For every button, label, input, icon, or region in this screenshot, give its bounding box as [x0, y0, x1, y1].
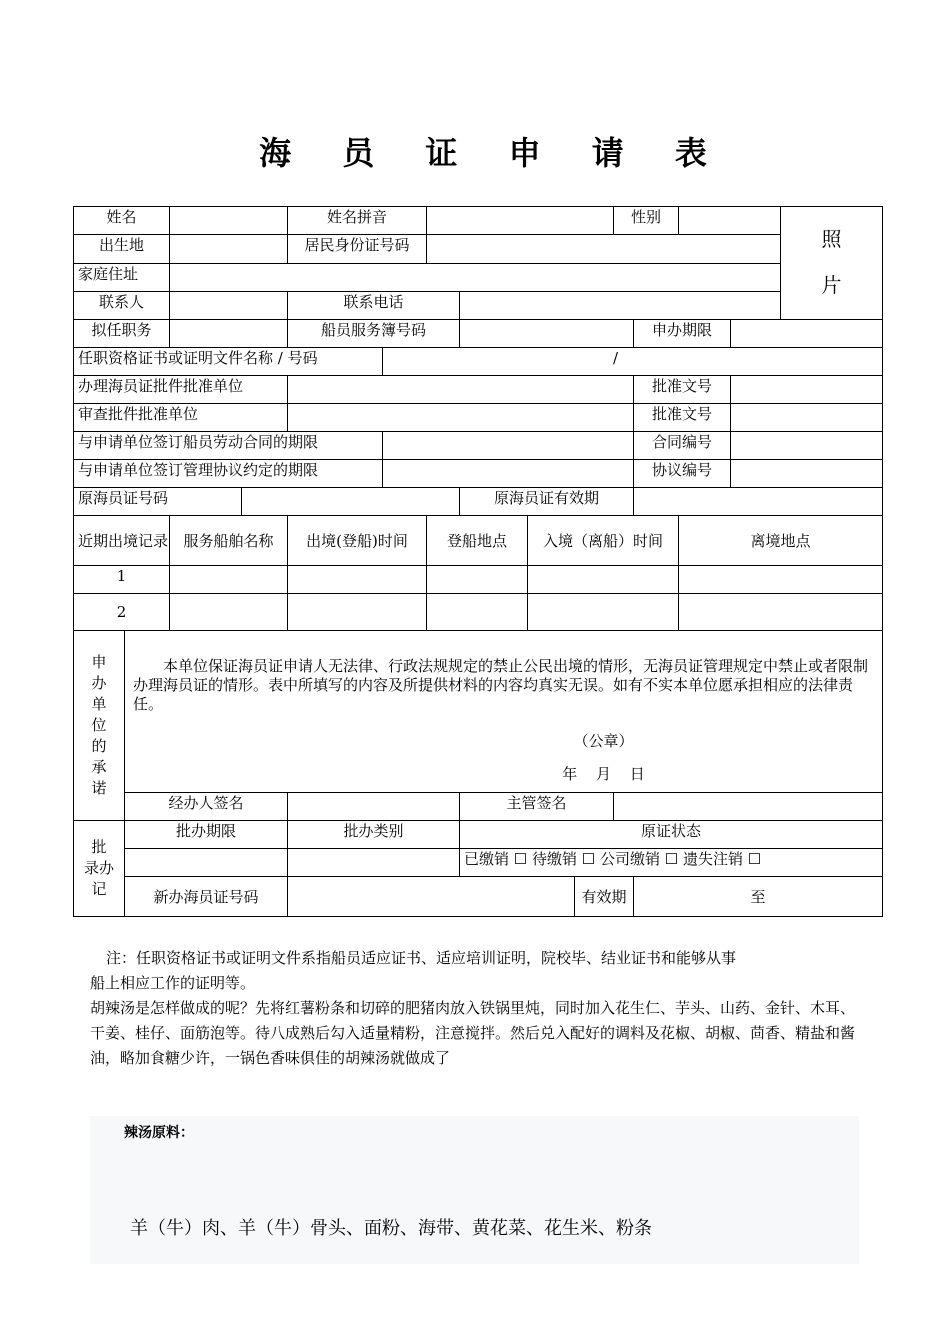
old-cert-no-field[interactable]	[242, 488, 460, 516]
contract-no-field[interactable]	[731, 432, 883, 460]
proposed-position-field[interactable]	[170, 320, 288, 348]
application-form	[73, 206, 883, 917]
exit-row-2-index: 2	[74, 594, 170, 631]
exit-row-1-boarding-place[interactable]	[427, 566, 528, 594]
exit-row-1-entry-time[interactable]	[528, 566, 679, 594]
birthplace-label: 出生地	[74, 235, 170, 263]
supervisor-signature-label: 主管签名	[460, 793, 614, 821]
contact-phone-label: 联系电话	[288, 291, 460, 319]
id-number-label: 居民身份证号码	[288, 235, 427, 263]
photo-box[interactable]	[781, 207, 883, 320]
contract-no-label: 合同编号	[634, 432, 731, 460]
pledge-statement	[125, 631, 883, 793]
approval-category-label: 批办类别	[288, 821, 460, 849]
handler-signature-field[interactable]	[288, 793, 460, 821]
boarding-place-header: 登船地点	[427, 516, 528, 566]
pledge-side-label: 申 办 单 位 的 承 诺	[74, 631, 125, 821]
name-label: 姓名	[74, 207, 170, 235]
review-doc-label: 批准文号	[634, 404, 731, 432]
approval-unit-field[interactable]	[288, 376, 634, 404]
new-cert-no-field[interactable]	[288, 877, 575, 917]
application-period-label: 申办期限	[634, 320, 731, 348]
service-book-field[interactable]	[460, 320, 634, 348]
agreement-no-label: 协议编号	[634, 460, 731, 488]
home-address-label: 家庭住址	[74, 263, 170, 291]
note-line-1: 注：任职资格证书或证明文件系指船员适应证书、适应培训证明，院校毕、结业证书和能够从事	[106, 949, 737, 967]
certificate-name-label: 任职资格证书或证明文件名称 / 号码	[74, 348, 383, 376]
approval-period-label: 批办期限	[125, 821, 288, 849]
name-pinyin-field[interactable]	[427, 207, 614, 235]
supervisor-signature-field[interactable]	[614, 793, 883, 821]
labor-contract-label: 与申请单位签订船员劳动合同的期限	[74, 432, 383, 460]
service-book-label: 船员服务簿号码	[288, 320, 460, 348]
certificate-name-field[interactable]	[383, 348, 883, 376]
exit-row-2-entry-time[interactable]	[528, 594, 679, 631]
note-line-2: 船上相应工作的证明等。	[90, 974, 256, 992]
approval-doc-field[interactable]	[731, 376, 883, 404]
home-address-field[interactable]	[170, 263, 781, 291]
birthplace-field[interactable]	[170, 235, 288, 263]
old-cert-validity-label: 原海员证有效期	[460, 488, 634, 516]
exit-row-2-departure-place[interactable]	[679, 594, 883, 631]
name-pinyin-label: 姓名拼音	[288, 207, 427, 235]
ship-name-header: 服务船舶名称	[170, 516, 288, 566]
entry-time-header: 入境（离船）时间	[528, 516, 679, 566]
new-cert-no-label: 新办海员证号码	[125, 877, 288, 917]
approval-category-field[interactable]	[288, 849, 460, 877]
validity-label: 有效期	[575, 877, 634, 917]
page-title: 海 员 证 申 请 表	[259, 134, 727, 172]
gender-field[interactable]	[679, 207, 781, 235]
review-unit-label: 审查批件批准单位	[74, 404, 288, 432]
review-unit-field[interactable]	[288, 404, 634, 432]
labor-contract-field[interactable]	[383, 432, 634, 460]
validity-to: 至	[750, 887, 766, 906]
exit-time-header: 出境(登船)时间	[288, 516, 427, 566]
handler-signature-label: 经办人签名	[125, 793, 288, 821]
agreement-no-field[interactable]	[731, 460, 883, 488]
validity-field[interactable]	[634, 877, 883, 917]
contact-person-label: 联系人	[74, 291, 170, 319]
status-options[interactable]: 已缴销 ☐ 待缴销 ☐ 公司缴销 ☐ 遗失注销 ☐	[460, 849, 883, 877]
certificate-slash: /	[613, 349, 619, 367]
old-cert-validity-field[interactable]	[634, 488, 883, 516]
proposed-position-label: 拟任职务	[74, 320, 170, 348]
mgmt-agreement-field[interactable]	[383, 460, 634, 488]
ingredients-list: 羊（牛）肉、羊（牛）骨头、面粉、海带、黄花菜、花生米、粉条	[130, 1218, 652, 1239]
id-number-field[interactable]	[427, 235, 781, 263]
photo-label-2: 片	[821, 273, 842, 297]
original-status-label: 原证状态	[460, 821, 883, 849]
note-paragraph: 胡辣汤是怎样做成的呢？先将红薯粉条和切碎的肥猪肉放入铁锅里炖，同时加入花生仁、芋头、山药、金针、木耳、干姜、桂仔、面筋泡等。待八成熟后勾入适量精粉，注意搅拌。然后兑入配好的调料及花椒、胡椒、茴香、精盐和酱油，略加食糖少许，一锅色香味俱佳的胡辣汤就做成了	[90, 999, 856, 1067]
mgmt-agreement-label: 与申请单位签订管理协议约定的期限	[74, 460, 383, 488]
gender-label: 性别	[614, 207, 679, 235]
contact-phone-field[interactable]	[460, 291, 781, 319]
pledge-text: 本单位保证海员证申请人无法律、行政法规规定的禁止公民出境的情形，无海员证管理规定中禁止或者限制办理海员证的情形。表中所填写的内容及所提供材料的内容均真实无误。如有不实本单位愿承担相应的法律责任。	[133, 657, 869, 713]
exit-row-1-ship[interactable]	[170, 566, 288, 594]
ingredients-title: 辣汤原料：	[124, 1125, 194, 1141]
photo-label-1: 照	[821, 227, 842, 251]
name-field[interactable]	[170, 207, 288, 235]
approval-unit-label: 办理海员证批件批准单位	[74, 376, 288, 404]
departure-place-header: 离境地点	[679, 516, 883, 566]
approval-period-field[interactable]	[125, 849, 288, 877]
approval-side-label: 批 录办 记	[74, 821, 125, 917]
contact-person-field[interactable]	[170, 291, 288, 319]
approval-doc-label: 批准文号	[634, 376, 731, 404]
review-doc-field[interactable]	[731, 404, 883, 432]
pledge-date: 年 月 日	[562, 765, 645, 783]
footnote	[90, 946, 860, 1071]
official-seal: （公章）	[573, 732, 634, 750]
exit-row-2-ship[interactable]	[170, 594, 288, 631]
exit-row-1-exit-time[interactable]	[288, 566, 427, 594]
exit-records-header: 近期出境记录	[74, 516, 170, 566]
exit-row-2-boarding-place[interactable]	[427, 594, 528, 631]
application-period-field[interactable]	[731, 320, 883, 348]
ingredients-box	[90, 1116, 859, 1264]
old-cert-no-label: 原海员证号码	[74, 488, 242, 516]
exit-row-2-exit-time[interactable]	[288, 594, 427, 631]
exit-row-1-index: 1	[74, 566, 170, 594]
exit-row-1-departure-place[interactable]	[679, 566, 883, 594]
